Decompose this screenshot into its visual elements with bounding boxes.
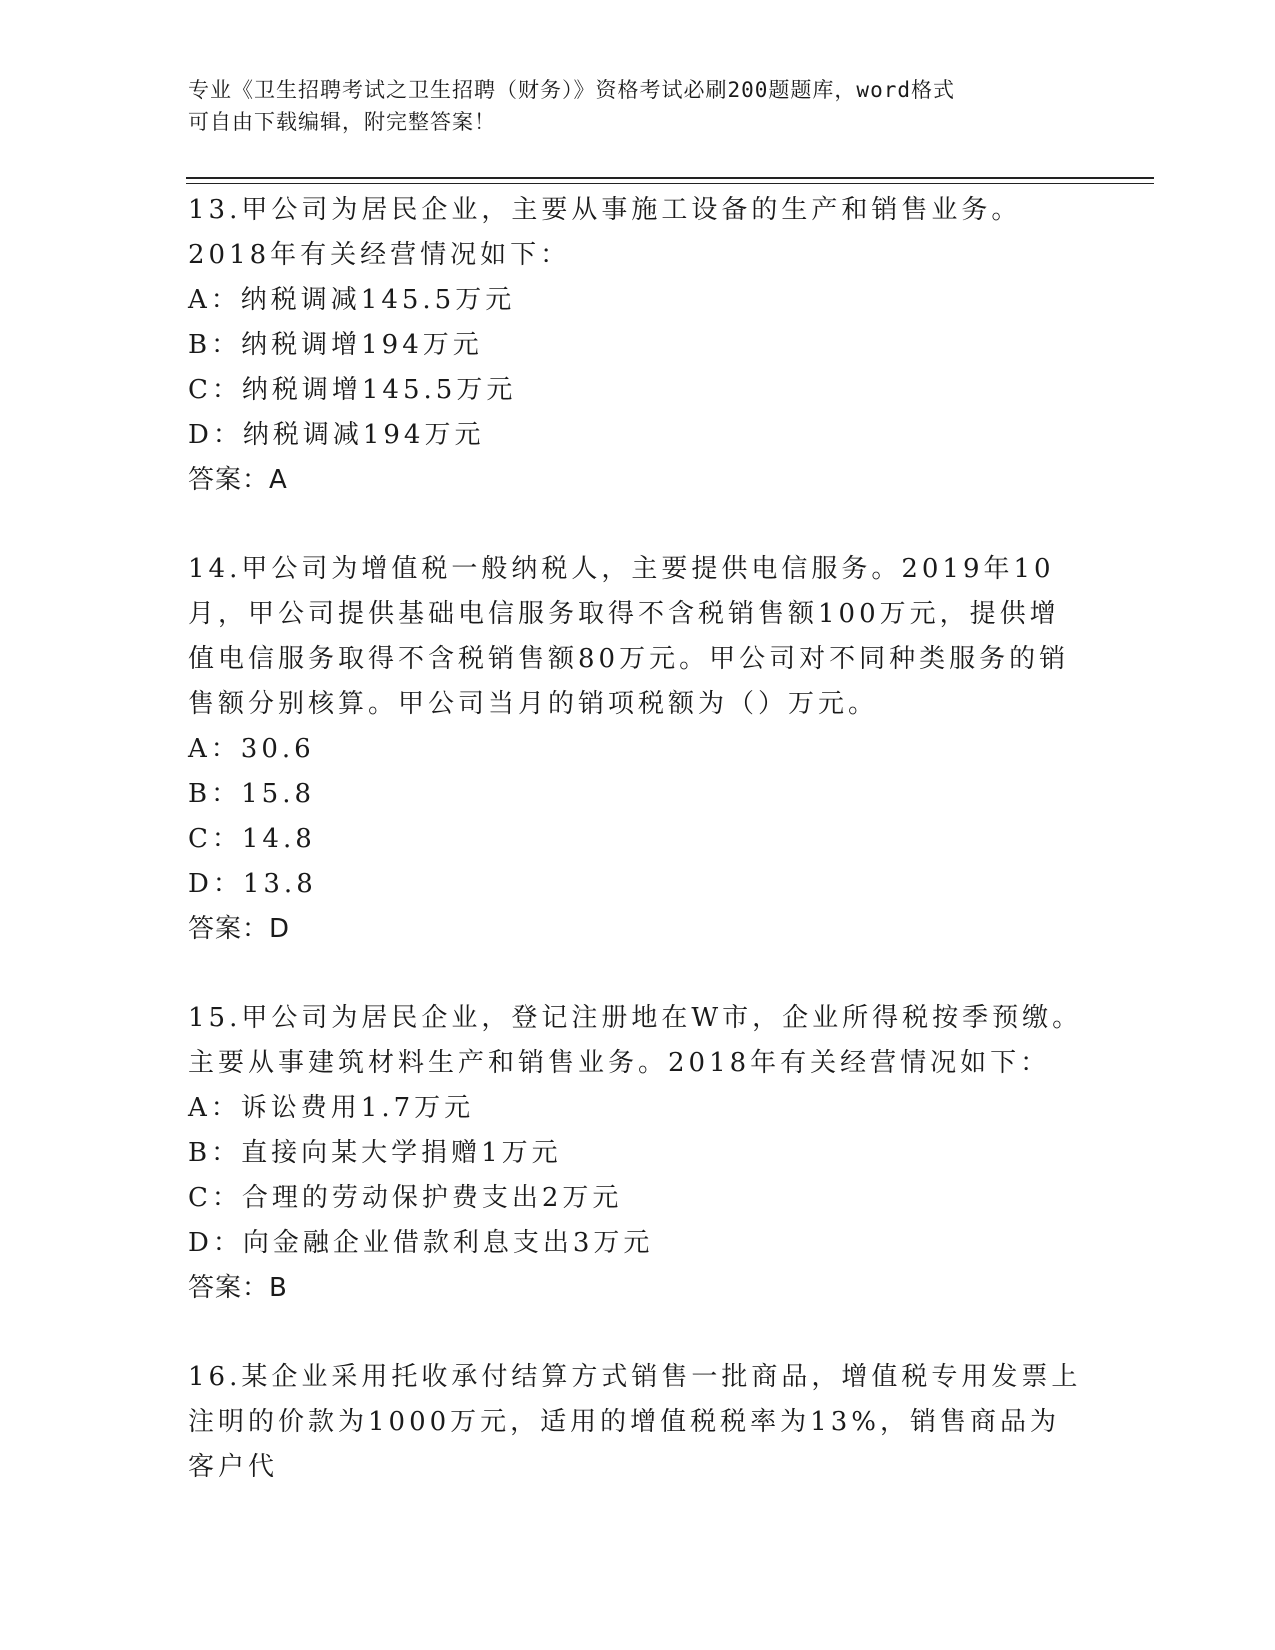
option-a: A：纳税调减145.5万元 — [188, 285, 516, 315]
answer-label: 答案： — [188, 465, 270, 495]
header-rule-thin — [186, 183, 1154, 184]
option-b: B：15.8 — [188, 779, 315, 809]
option-b: B：直接向某大学捐赠1万元 — [188, 1138, 562, 1168]
option-c: C：14.8 — [188, 824, 316, 854]
question-15 — [188, 996, 1088, 1311]
option-c: C：纳税调增145.5万元 — [188, 375, 517, 405]
answer-line — [188, 458, 1088, 503]
document-header — [188, 74, 1088, 138]
option-a: A：诉讼费用1.7万元 — [188, 1093, 475, 1123]
answer-value: B — [269, 1273, 287, 1303]
answer-value: D — [269, 914, 290, 944]
answer-label: 答案： — [188, 1273, 270, 1303]
option-d: D：纳税调减194万元 — [188, 420, 485, 450]
option-d: D：向金融企业借款利息支出3万元 — [188, 1228, 654, 1258]
answer-value: A — [269, 465, 287, 495]
header-line-1: 专业《卫生招聘考试之卫生招聘（财务）》资格考试必刷200题题库，word格式 — [188, 78, 955, 102]
answer-label: 答案： — [188, 914, 270, 944]
question-text: 13.甲公司为居民企业，主要从事施工设备的生产和销售业务。2018年有关经营情况如下： — [188, 195, 1022, 270]
question-text: 16.某企业采用托收承付结算方式销售一批商品，增值税专用发票上注明的价款为1000万元，适用的增值税税率为13%，销售商品为客户代 — [188, 1362, 1082, 1482]
option-c: C：合理的劳动保护费支出2万元 — [188, 1183, 623, 1213]
header-line-2: 可自由下载编辑，附完整答案！ — [188, 110, 496, 134]
option-b: B：纳税调增194万元 — [188, 330, 483, 360]
answer-line — [188, 907, 1088, 952]
option-d: D：13.8 — [188, 869, 317, 899]
question-16 — [188, 1355, 1088, 1490]
question-text: 15.甲公司为居民企业，登记注册地在W市，企业所得税按季预缴。主要从事建筑材料生产和销售业务。2018年有关经营情况如下： — [188, 1003, 1083, 1078]
header-rule-thick — [186, 177, 1154, 179]
answer-line — [188, 1266, 1088, 1311]
option-a: A：30.6 — [188, 734, 315, 764]
question-14 — [188, 547, 1088, 952]
question-13 — [188, 188, 1088, 503]
question-text: 14.甲公司为增值税一般纳税人，主要提供电信服务。2019年10月，甲公司提供基础电信服务取得不含税销售额100万元，提供增值电信服务取得不含税销售额80万元。甲公司对不同种类服务的销售额分别核算。甲公司当月的销项税额为（）万元。 — [188, 554, 1070, 719]
question-list — [188, 188, 1088, 1534]
